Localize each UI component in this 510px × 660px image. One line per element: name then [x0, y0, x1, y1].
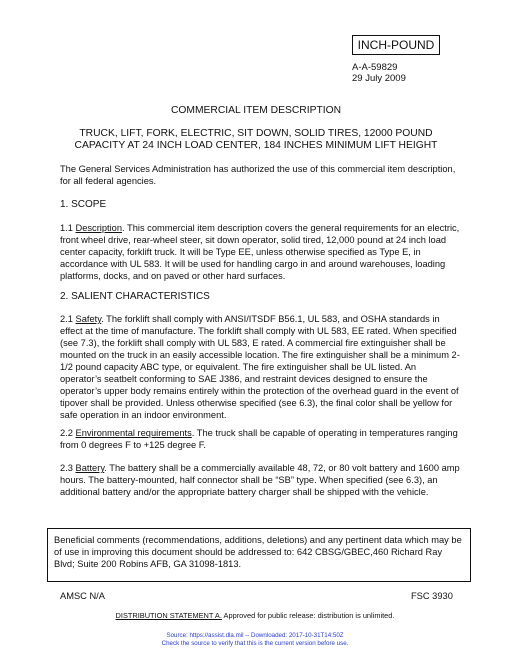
- source-line-2: Check the source to verify that this is the current version before use.: [161, 640, 349, 647]
- paragraph-label: Safety: [75, 314, 102, 324]
- section-heading-scope: 1. SCOPE: [60, 199, 107, 210]
- comments-box: Beneficial comments (recommendations, additions, deletions) and any pertinent data which may be of use in improving this document should be addressed to: 642 CBSG/GBEC,460 Richard Ray Blvd; Suite 200 Robins AFB, GA 31098-1813.: [47, 528, 471, 582]
- distribution-label: DISTRIBUTION STATEMENT A.: [115, 611, 222, 620]
- intro-line-1: The General Services Administration has authorized the use of this commercial item description,: [60, 164, 456, 174]
- paragraph-label: Battery: [75, 463, 105, 473]
- distribution-text: Approved for public release: distribution is unlimited.: [221, 611, 395, 620]
- paragraph-1-1: [60, 222, 460, 282]
- document-date: 29 July 2009: [352, 73, 406, 84]
- subtitle-line-2: CAPACITY AT 24 INCH LOAD CENTER, 184 INCHES MINIMUM LIFT HEIGHT: [74, 140, 438, 151]
- paragraph-2-2: [60, 427, 460, 451]
- fsc-label: FSC 3930: [411, 591, 453, 601]
- subtitle-line-1: TRUCK, LIFT, FORK, ELECTRIC, SIT DOWN, SOLID TIRES, 12000 POUND: [79, 128, 433, 139]
- document-subtitle: [40, 128, 472, 152]
- paragraph-label: Description: [75, 223, 123, 233]
- paragraph-text: . The forklift shall comply with ANSI/ITSDF B56.1, UL 583, and OSHA standards in effect at the time of manufacture. The forklift shall comply with UL 583, EE rated. When specified (see 7.3), the forklift shall comply with UL 583, E rated. A commercial fire extinguisher shall be mounted on the truck in an easily accessible location. The fire extinguisher shall be a minimum 2-1/2 pound capacity ABC type, or equivalent. The fire extinguisher shall be UL listed. An operator’s seatbelt conforming to SAE J386, and restraint devices designed to ensure the operator’s upper body remains entirely within the protection of the overhead guard in the event of tipover shall be provided. Unless otherwise specified (see 6.3), the final color shall be yellow for safe operation in an indoor environment.: [60, 314, 460, 420]
- source-line-1: Source: https://assist.dla.mil -- Downloaded: 2017-10-31T14:50Z: [166, 632, 344, 639]
- paragraph-2-3: [60, 462, 460, 498]
- intro-paragraph: [60, 163, 460, 187]
- section-heading-salient: 2. SALIENT CHARACTERISTICS: [60, 291, 210, 302]
- document-title: COMMERCIAL ITEM DESCRIPTION: [170, 105, 342, 116]
- paragraph-number: 2.1: [60, 314, 76, 324]
- paragraph-text: . The battery shall be a commercially available 48, 72, or 80 volt battery and 1600 amp hours. The battery-mounted, half connector shall be “SB” type. When specified (see 6.3), an additional battery and/or the appropriate battery charger shall be shipped with the vehicle.: [60, 463, 460, 497]
- intro-line-2: for all federal agencies.: [60, 176, 157, 186]
- source-notice: [0, 632, 510, 648]
- paragraph-2-1: [60, 313, 460, 421]
- paragraph-text: . The truck shall be capable of operating in temperatures ranging from 0 degrees F to +125 degree F.: [60, 428, 458, 450]
- paragraph-label: Environmental requirements: [75, 428, 192, 438]
- paragraph-number: 1.1: [60, 223, 76, 233]
- classification-box: INCH-POUND: [352, 35, 440, 55]
- paragraph-number: 2.3: [60, 463, 76, 473]
- paragraph-text: . This commercial item description covers the general requirements for an electric, front wheel drive, rear-wheel steer, sit down operator, solid tired, 12,000 pound at 24 inch load center capacity, forklift truck. It will be Type EE, unless otherwise specified as Type E, in accordance with UL 583. It will be used for handling cargo in and around warehouses, loading platforms, docks, and on paved or other hard surfaces.: [60, 223, 460, 281]
- distribution-statement: [0, 611, 510, 620]
- document-id: [352, 62, 406, 84]
- paragraph-number: 2.2: [60, 428, 76, 438]
- document-number: A-A-59829: [352, 62, 398, 73]
- amsc-label: AMSC N/A: [60, 591, 105, 601]
